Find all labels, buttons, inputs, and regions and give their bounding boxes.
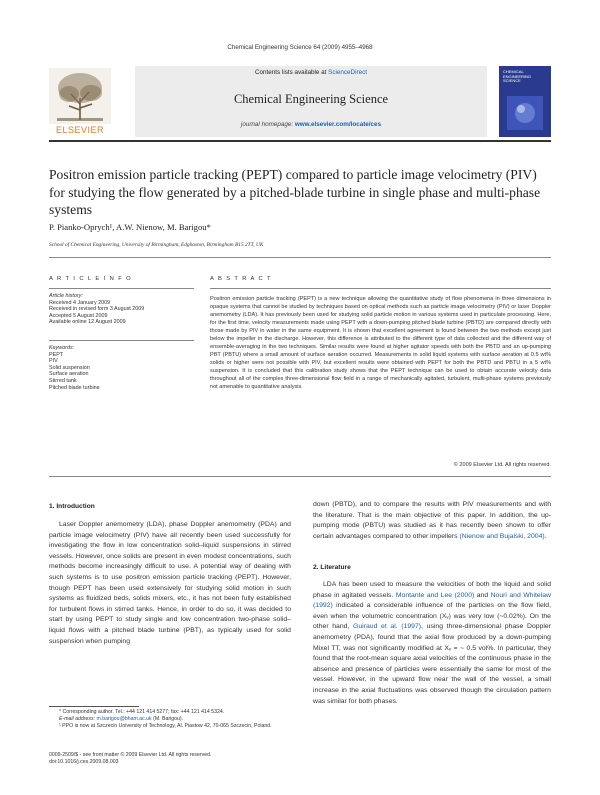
journal-homepage-line bbox=[135, 121, 487, 128]
history-accepted: Accepted 5 August 2009 bbox=[49, 312, 108, 319]
abstract-text: Positron emission particle tracking (PEPT) is a new technique allowing the quantitative study of flow phenomena in three dimensions in opaque systems that cannot be studied by techniques based on optical methods such as particle image velocimetry (PIV) or laser Doppler anemometry (LDA). It has previously been used for studying solid particle motion in various systems used in particulate processing. Here, for the first time, velocity measurements made using PEPT with a down-pumping pitched blade turbine (PBTD) are compared directly with those made by PIV in water in the same equipment. It is shown that excellent agreement is found between the two methods except just below the impeller in the discharge. However, this difference is attributed to the different type of data collected and the different way of ensemble-averaging in the two techniques. Similar results were found at higher agitator speeds with both the PBTD and an up-pumping PBT (PBTU) where a small amount of surface aeration occurred. Measurements in solid liquid systems with surface aeration at 0.5 wt% solids or higher were not possible with PIV, but excellent results were obtained with PEPT for both the PBTD and PBTU in a 5 wt% suspension. It is concluded that this calibration study shows that the PEPT technique can be used to obtain accurate velocity data throughout all of the complex three-dimensional flow field in a range of mechanically agitated, turbulent, multi-phase systems previously not amenable to quantitative analysis. bbox=[210, 296, 551, 390]
article-authors: P. Pianko-Oprych¹, A.W. Nienow, M. Barigou* bbox=[49, 222, 211, 232]
literature-text-c: indicated a considerable influence of the particles on the flow field, even when the volumetric concentration (Xᵥ) was very low (~0.02%). On the other hand, bbox=[313, 602, 552, 631]
contents-prefix: Contents lists available at bbox=[254, 69, 327, 76]
article-history bbox=[49, 293, 199, 326]
issn-line: 0009-2509/$ - see front matter © 2009 Elsevier Ltd. All rights reserved. bbox=[49, 752, 212, 758]
introduction-paragraph bbox=[49, 520, 291, 647]
journal-title: Chemical Engineering Science bbox=[233, 92, 389, 106]
email-owner: (M. Barigou). bbox=[153, 716, 184, 722]
sciencedirect-link[interactable]: ScienceDirect bbox=[328, 69, 367, 76]
literature-text-a: LDA has been used to measure the velocities of both the liquid and solid phase in agitated vessels. bbox=[313, 581, 551, 599]
footnotes bbox=[49, 709, 291, 730]
citation-link[interactable]: Guiraud et al. (1997) bbox=[353, 623, 422, 631]
citation-link[interactable]: (Nienow and Bujalski, 2004) bbox=[459, 532, 545, 540]
email-label: E-mail address: bbox=[59, 716, 96, 722]
abstract-rule bbox=[210, 288, 551, 289]
footnote-rule bbox=[49, 706, 139, 707]
article-info-rule bbox=[49, 288, 194, 289]
abstract-copyright: © 2009 Elsevier Ltd. All rights reserved. bbox=[453, 462, 551, 468]
footnote-corresponding: * Corresponding author. Tel.: +44 121 414 5277; fax: +44 121 414 5324. bbox=[59, 709, 225, 715]
right-column-text: down (PBTD), and to compare the results with PIV measurements and with the literature. That is the main objective of this paper. In addition, the up-pumping mode (PBTU) was studied as it has recently been shown to offer certain advantages compared to other impellers bbox=[313, 501, 551, 540]
elsevier-logo bbox=[49, 68, 111, 136]
literature-text-b: and bbox=[476, 591, 489, 599]
cover-title: CHEMICAL ENGINEERING SCIENCE bbox=[503, 69, 532, 84]
introduction-heading: 1. Introduction bbox=[49, 503, 95, 510]
footnote-present-address: ¹ PPO is now at Szczecin University of Technology, Al. Piastow 42, 70-065 Szczecin, Poland. bbox=[59, 723, 272, 729]
front-matter-info bbox=[49, 752, 309, 766]
homepage-link[interactable]: www.elsevier.com/locate/ces bbox=[294, 121, 382, 128]
right-column-paragraph: down (PBTD), and to compare the results with PIV measurements and with the literature. That is the main objective of this paper. In addition, the up-pumping mode (PBTU) was studied as it has recently been shown to offer certain advantages compared to other impellers (Nienow and Bujalski, 2004). bbox=[313, 501, 551, 540]
history-online: Available online 12 August 2009 bbox=[49, 319, 126, 326]
keywords-block bbox=[49, 345, 199, 391]
abstract-end-rule bbox=[49, 476, 551, 477]
keywords-label: Keywords: bbox=[49, 345, 75, 351]
abstract-heading: A B S T R A C T bbox=[210, 276, 272, 282]
literature-heading: 2. Literature bbox=[313, 564, 351, 571]
journal-reference: Chemical Engineering Science 64 (2009) 4955–4968 bbox=[227, 44, 373, 51]
literature-text-d: , using three-dimensional phase Doppler anemometry (PDA), found that the axial flow produced by a down-pumping Mixel TT, was not significantly modified at Xᵥ = ~ 0.5 vol%. In particular, they found that the root-mean square axial velocities of the continuous phase in the absence and presence of particles were essentially the same for most of the vessel. However, in the upward flow near the wall of the vessel, a small increase in the axial fluctuations was observed though the circulation pattern was similar for both phases. bbox=[313, 623, 551, 705]
keyword-item: Surface aeration bbox=[49, 371, 89, 378]
keyword-item: Solid suspension bbox=[49, 364, 90, 371]
history-label: Article history: bbox=[49, 293, 83, 299]
history-revised: Received in revised form 3 August 2009 bbox=[49, 306, 145, 313]
keyword-item: Stirred tank bbox=[49, 377, 77, 384]
keyword-item: PIV bbox=[49, 358, 58, 365]
history-received: Received 4 January 2009 bbox=[49, 299, 111, 306]
doi-line: doi:10.1016/j.ces.2009.08.003 bbox=[49, 759, 119, 765]
email-link[interactable]: m.barigou@bham.ac.uk bbox=[96, 716, 152, 722]
introduction-text: Laser Doppler anemometry (LDA), phase Doppler anemometry (PDA) and particle image velocimetry (PIV) have all recently been used successfully for investigating the flow in low concentration solid–liquid suspensions in stirred vessels. However, once solids are present in even modest concentrations, such methods become increasingly difficult to use. A potential way of dealing with such systems is to use positron emission particle tracking (PEPT). However, though PEPT has been used extensively for studying solid motion in such systems as fluidized beds, solids mixers, etc., it has not been fully established for turbulent flows in stirred tanks. Hence, in order to do so, it was decided to start by using PEPT to study single and low concentration two-phase solid–liquid flows with a pitched blade turbine (PBT), as typically used for solid suspension when pumping bbox=[49, 521, 291, 645]
journal-cover-thumbnail bbox=[499, 66, 551, 137]
keyword-item: PEPT bbox=[49, 351, 64, 358]
citation-link[interactable]: Montante and Lee (2000) bbox=[395, 591, 475, 599]
publisher-name: ELSEVIER bbox=[55, 125, 105, 135]
header-center-panel bbox=[135, 66, 487, 137]
affiliation-rule bbox=[49, 257, 551, 258]
cover-art-icon bbox=[507, 96, 543, 130]
contents-line bbox=[135, 69, 487, 76]
footnote-email bbox=[49, 716, 291, 723]
journal-header bbox=[49, 66, 551, 137]
article-info-heading: A R T I C L E I N F O bbox=[49, 276, 133, 282]
author-affiliation: School of Chemical Engineering, University of Birmingham, Edgbaston, Birmingham B15 2TT, UK bbox=[49, 242, 264, 248]
keyword-item: Pitched blade turbine bbox=[49, 384, 100, 391]
history-rule bbox=[49, 340, 194, 341]
literature-paragraph bbox=[313, 580, 551, 707]
article-title: Positron emission particle tracking (PEPT) compared to particle image velocimetry (PIV) for studying the flow generated by a pitched-blade turbine in single phase and multi-phase systems bbox=[49, 167, 541, 217]
citation-link[interactable]: Nouri and Whitelaw (1992) bbox=[313, 591, 551, 610]
header-rule bbox=[49, 140, 551, 142]
homepage-prefix: journal homepage: bbox=[240, 121, 294, 128]
